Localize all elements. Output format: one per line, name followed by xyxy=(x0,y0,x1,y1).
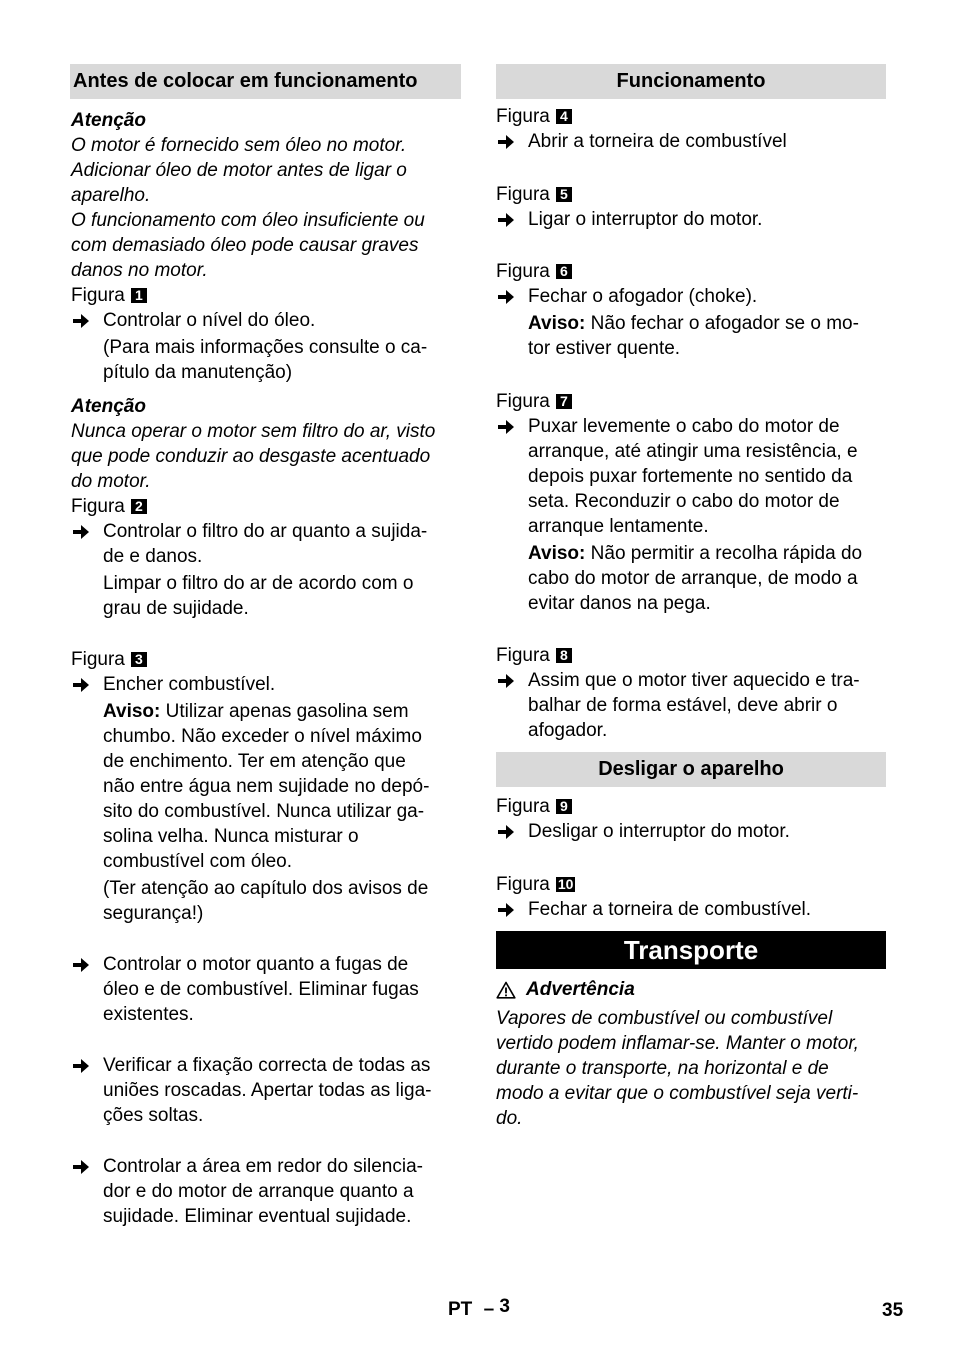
figure-ref-4: Figura 4 xyxy=(496,104,886,129)
arrow-right-icon xyxy=(498,135,514,149)
fuel-notice: Aviso: Utilizar apenas gasolina sem chumbo. Não exceder o nível máximo de enchimento. Ter em atenção que não entre água nem sujidade no depó- sito do combustível. Nunca utilizar ga- solina velha. Nunca misturar o combustível com óleo. xyxy=(103,701,430,872)
arrow-right-icon xyxy=(498,420,514,434)
figure-number-badge: 2 xyxy=(131,499,147,514)
fuel-safety-note: (Ter atenção ao capítulo dos avisos de segurança!) xyxy=(103,878,429,924)
attention-text: Nunca operar o motor sem filtro do ar, visto que pode conduzir ao desgaste acentuado do motor. xyxy=(71,421,436,492)
arrow-right-icon xyxy=(73,314,89,328)
figure-ref-9: Figura 9 xyxy=(496,794,886,819)
figure-number-badge: 1 xyxy=(131,288,147,303)
attention-label: Atenção xyxy=(71,110,146,131)
arrow-right-icon xyxy=(498,290,514,304)
right-column xyxy=(496,64,886,1131)
page-number: 35 xyxy=(882,1300,904,1321)
step-check-leaks: Controlar o motor quanto a fugas de óleo e de combustível. Eliminar fugas existentes. xyxy=(71,952,461,1027)
figure-number-badge: 4 xyxy=(556,109,572,124)
section-heading-switch-off: Desligar o aparelho xyxy=(496,752,886,787)
step-check-muffler-area: Controlar a área em redor do silencia- dor e do motor de arranque quanto a sujidade. Eliminar eventual sujidade. xyxy=(71,1154,461,1229)
step-check-oil-note: (Para mais informações consulte o ca- pítulo da manutenção) xyxy=(103,337,428,383)
warning-triangle-icon xyxy=(496,981,516,999)
figure-ref-7: Figura 7 xyxy=(496,389,886,414)
figure-number-badge: 9 xyxy=(556,799,572,814)
step-close-fuel-tap: Fechar a torneira de combustível. xyxy=(496,897,886,922)
figure-number-badge: 6 xyxy=(556,264,572,279)
step-fill-fuel: Encher combustível. xyxy=(71,672,461,697)
arrow-right-icon xyxy=(73,958,89,972)
step-open-fuel-tap: Abrir a torneira de combustível xyxy=(496,129,886,154)
warning-text: Vapores de combustível ou combustível vertido podem inflamar-se. Manter o motor, durante o transporte, na horizontal e de modo a evitar que o combustível seja verti- do. xyxy=(496,1008,859,1129)
arrow-right-icon xyxy=(73,1160,89,1174)
step-check-air-filter: Controlar o filtro do ar quanto a sujida- de e danos. xyxy=(71,519,461,569)
figure-ref-3: Figura 3 xyxy=(71,647,461,672)
step-check-oil: Controlar o nível do óleo. xyxy=(71,308,461,333)
step-check-screws: Verificar a fixação correcta de todas as uniões roscadas. Apertar todas as liga- ções soltas. xyxy=(71,1053,461,1128)
figure-number-badge: 7 xyxy=(556,394,572,409)
figure-number-badge: 5 xyxy=(556,187,572,202)
step-open-choke: Assim que o motor tiver aquecido e tra- balhar de forma estável, deve abrir o afogador. xyxy=(496,668,886,743)
arrow-right-icon xyxy=(498,903,514,917)
step-engine-switch-off: Desligar o interruptor do motor. xyxy=(496,819,886,844)
choke-notice: Aviso: Não fechar o afogador se o mo- tor estiver quente. xyxy=(528,313,859,359)
figure-ref-1: Figura 1 xyxy=(71,283,461,308)
figure-ref-5: Figura 5 xyxy=(496,182,886,207)
attention-text: O motor é fornecido sem óleo no motor. Adicionar óleo de motor antes de ligar o aparelho. O funcionamento com óleo insuficiente ou com demasiado óleo pode causar graves danos no motor. xyxy=(71,135,425,281)
figure-number-badge: 8 xyxy=(556,648,572,663)
step-close-choke: Fechar o afogador (choke). xyxy=(496,284,886,309)
step-pull-starter: Puxar levemente o cabo do motor de arranque, até atingir uma resistência, e depois puxar fortemente no sentido da seta. Reconduzir o cabo do motor de arranque lentamente. xyxy=(496,414,886,539)
warning-heading: Advertência xyxy=(496,977,886,1002)
figure-ref-10: Figura 10 xyxy=(496,874,574,895)
step-engine-switch-on: Ligar o interruptor do motor. xyxy=(496,207,886,232)
left-column xyxy=(71,64,461,1229)
section-heading-operation: Funcionamento xyxy=(496,64,886,99)
arrow-right-icon xyxy=(73,525,89,539)
arrow-right-icon xyxy=(498,825,514,839)
attention-label: Atenção xyxy=(71,396,146,417)
arrow-right-icon xyxy=(73,1059,89,1073)
figure-ref-8: Figura 8 xyxy=(496,643,886,668)
arrow-right-icon xyxy=(73,678,89,692)
arrow-right-icon xyxy=(498,674,514,688)
figure-number-badge: 10 xyxy=(557,876,574,892)
section-heading-transport: Transporte xyxy=(496,931,886,969)
starter-notice: Aviso: Não permitir a recolha rápida do cabo do motor de arranque, de modo a evitar danos na pega. xyxy=(528,543,863,614)
figure-ref-6: Figura 6 xyxy=(496,259,886,284)
section-heading-before-operation: Antes de colocar em funcionamento xyxy=(70,64,461,99)
footer-section-marker: PT – 3 xyxy=(448,1296,510,1320)
step-clean-air-filter: Limpar o filtro do ar de acordo com o grau de sujidade. xyxy=(103,573,414,619)
figure-number-badge: 3 xyxy=(131,652,147,667)
figure-ref-2: Figura 2 xyxy=(71,494,461,519)
arrow-right-icon xyxy=(498,213,514,227)
